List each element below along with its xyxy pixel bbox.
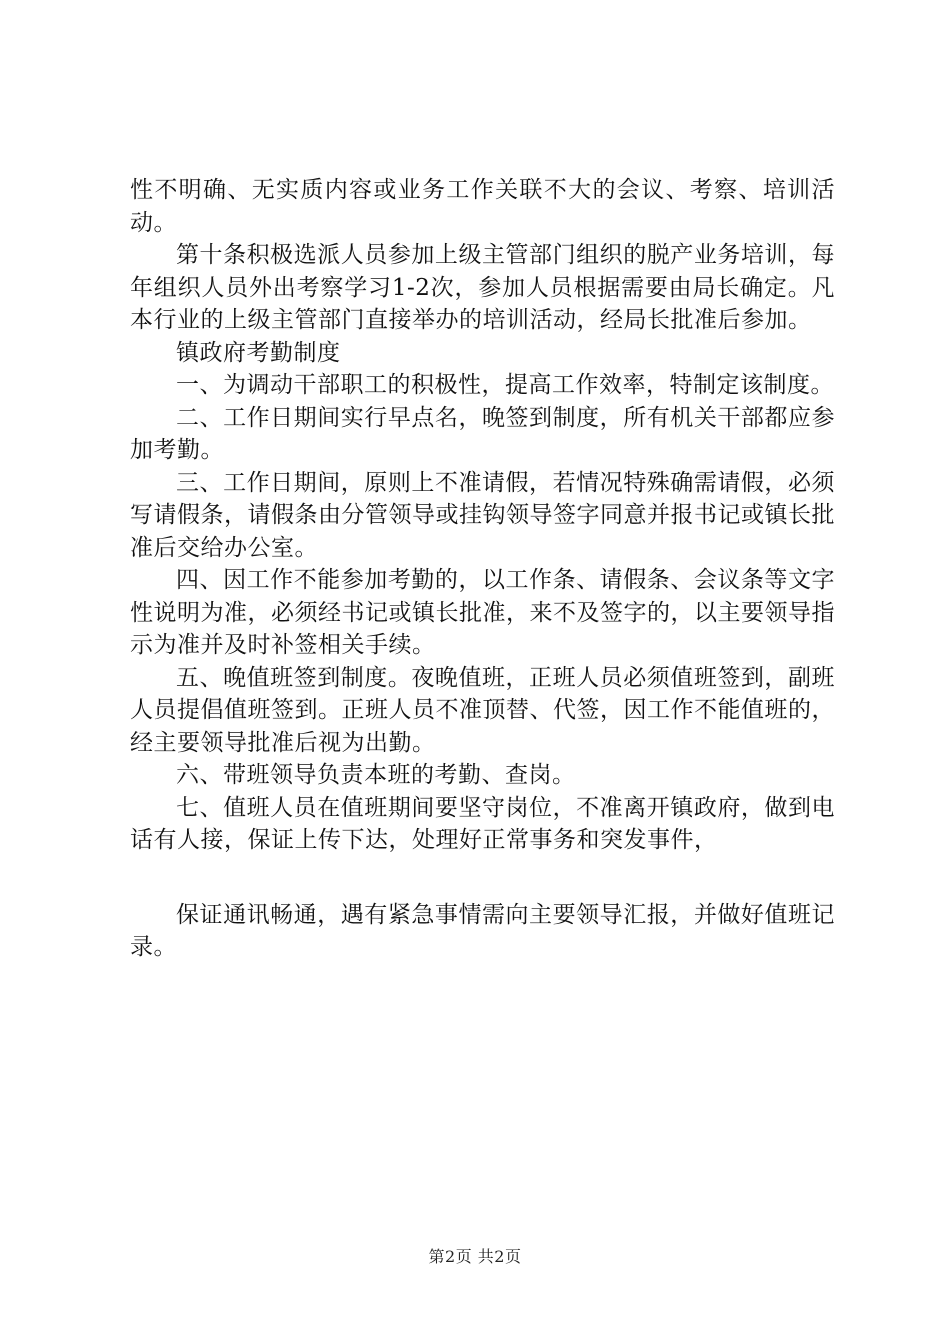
paragraph-item-4: 四、因工作不能参加考勤的，以工作条、请假条、会议条等文字性说明为准，必须经书记或镇长批准，来不及签字的，以主要领导指示为准并及时补签相关手续。 (130, 567, 835, 658)
paragraph-item-7: 七、值班人员在值班期间要坚守岗位，不准离开镇政府，做到电话有人接，保证上传下达，处理好正常事务和突发事件， (130, 794, 835, 853)
paragraph-gap (130, 857, 835, 899)
paragraph-article-ten: 第十条积极选派人员参加上级主管部门组织的脱产业务培训，每年组织人员外出考察学习1-2次，参加人员根据需要由局长确定。凡本行业的上级主管部门直接举办的培训活动，经局长批准后参加。 (130, 242, 835, 333)
section-heading: 镇政府考勤制度 (176, 339, 341, 366)
paragraph-item-1: 一、为调动干部职工的积极性，提高工作效率，特制定该制度。 (176, 372, 834, 398)
paragraph-item-5: 五、晚值班签到制度。夜晚值班，正班人员必须值班签到，副班人员提倡值班签到。正班人员不准顶替、代签，因工作不能值班的，经主要领导批准后视为出勤。 (130, 664, 835, 756)
paragraph-item-2: 二、工作日期间实行早点名，晚签到制度，所有机关干部都应参加考勤。 (130, 404, 835, 463)
paragraph-item-7-continued: 保证通讯畅通，遇有紧急事情需向主要领导汇报，并做好值班记录。 (130, 901, 835, 960)
paragraph-item-3: 三、工作日期间，原则上不准请假，若情况特殊确需请假，必须写请假条，请假条由分管领导或挂钩领导签字同意并报书记或镇长批准后交给办公室。 (130, 469, 835, 561)
paragraph-continuation: 性不明确、无实质内容或业务工作关联不大的会议、考察、培训活动。 (130, 177, 835, 236)
document-body (130, 174, 835, 964)
page-footer: 第2页 共2页 (428, 1247, 522, 1266)
paragraph-item-6: 六、带班领导负责本班的考勤、查岗。 (176, 762, 576, 788)
